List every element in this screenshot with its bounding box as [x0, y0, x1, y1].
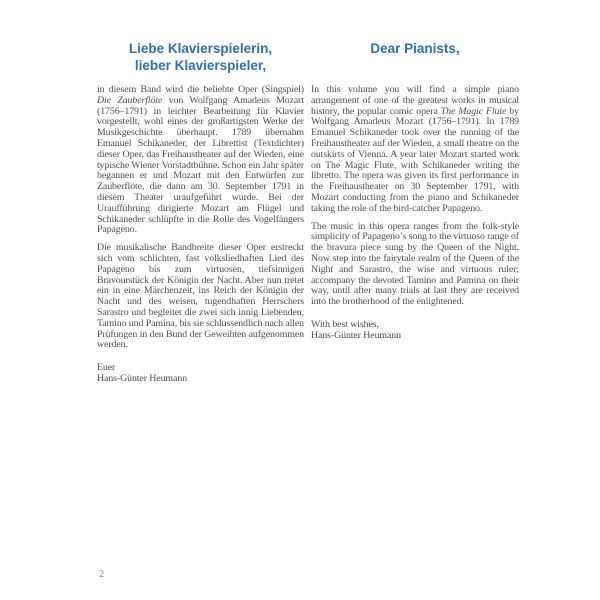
paragraph: In this volume you will find a simple piano arrangement of one of the greatest works in musical history, the popular comic opera The Magic Flute by Wolfgang Amadeus Mozart (1756–1791). In 1789 Emanuel Schikaneder took over the running of the Freihaustheater auf der Wieden, a small theatre on the outskirts of Vienna. A year later Mozart started work on The Magic Flute, with Schikaneder writing the libretto. The opera was given its first performance in the Freihaustheater on 30 September 1791, with Mozart conducting from the piano and Schikaneder taking the role of the bird-catcher Papageno. [311, 84, 519, 214]
paragraph: in diesem Band wird die beliebte Oper (Singspiel) Die Zauberflöte von Wolfgang Amadeus Mozart (1756–1791) in leichter Bearbeitung für Klavier vorgestellt, wohl eines der großartigsten Werke der Musikgeschichte überhaupt. 1789 übernahm Emanuel Schikaneder, der Librettist (Textdichter) dieser Oper, das Freihaustheater auf der Wieden, eine typische Wiener Vorstadtbühne. Schon ein Jahr später begannen er und Mozart mit den Entwürfen zur Zauberflöte, die dann am 30. September 1791 in diesem Theater uraufgeführt wurde. Bei der Uraufführung dirigierte Mozart am Flügel und Schikaneder schlüpfte in die Rolle des Vogelfängers Papageno. [97, 84, 304, 236]
text-line: lieber Klavierspieler, [134, 58, 267, 73]
german-signoff [97, 363, 304, 385]
english-heading [311, 40, 519, 85]
english-column [311, 40, 519, 342]
text-line: Hans-Günter Heumann [311, 329, 401, 341]
german-heading [97, 40, 304, 85]
text-line: Hans-Günter Heumann [97, 372, 187, 384]
english-paragraphs [311, 85, 519, 308]
paragraph: The music in this opera ranges from the folk-style simplicity of Papageno’s song to the virtuoso range of the bravura piece sung by the Queen of the Night. Now step into the fairytale realm of the Queen of the Night and Sarastro, the wise and virtuous ruler; accompany the devoted Tamino and Pamina on their way, until after many trials at last they are received into the brotherhood of the enlightened. [311, 220, 519, 308]
text-line: Liebe Klavierspielerin, [128, 41, 273, 56]
text-line: With best wishes, [311, 318, 379, 330]
page-number: 2 [99, 569, 105, 580]
text-line: Euer [97, 362, 116, 374]
german-column [97, 40, 304, 385]
text-line: Dear Pianists, [370, 41, 460, 56]
english-signoff [311, 320, 519, 342]
german-paragraphs [97, 85, 304, 351]
paragraph: Die musikalische Bandbreite dieser Oper erstreckt sich vom schlichten, fast volksliedhaften Lied des Papageno bis zum virtuosen, tiefsinnigen Bravourstück der Königin der Nacht. Aber nun tretet ein in eine Märchenzeit, ins Reich der Königin der Nacht und des weisen, tugendhaften Herrschers Sarastro und begleitet die zwei sich innig Liebenden, Tamino und Pamina, bis sie schlussendlich nach allen Prüfungen in den Bund der Geweihten aufgenommen werden. [97, 242, 304, 351]
